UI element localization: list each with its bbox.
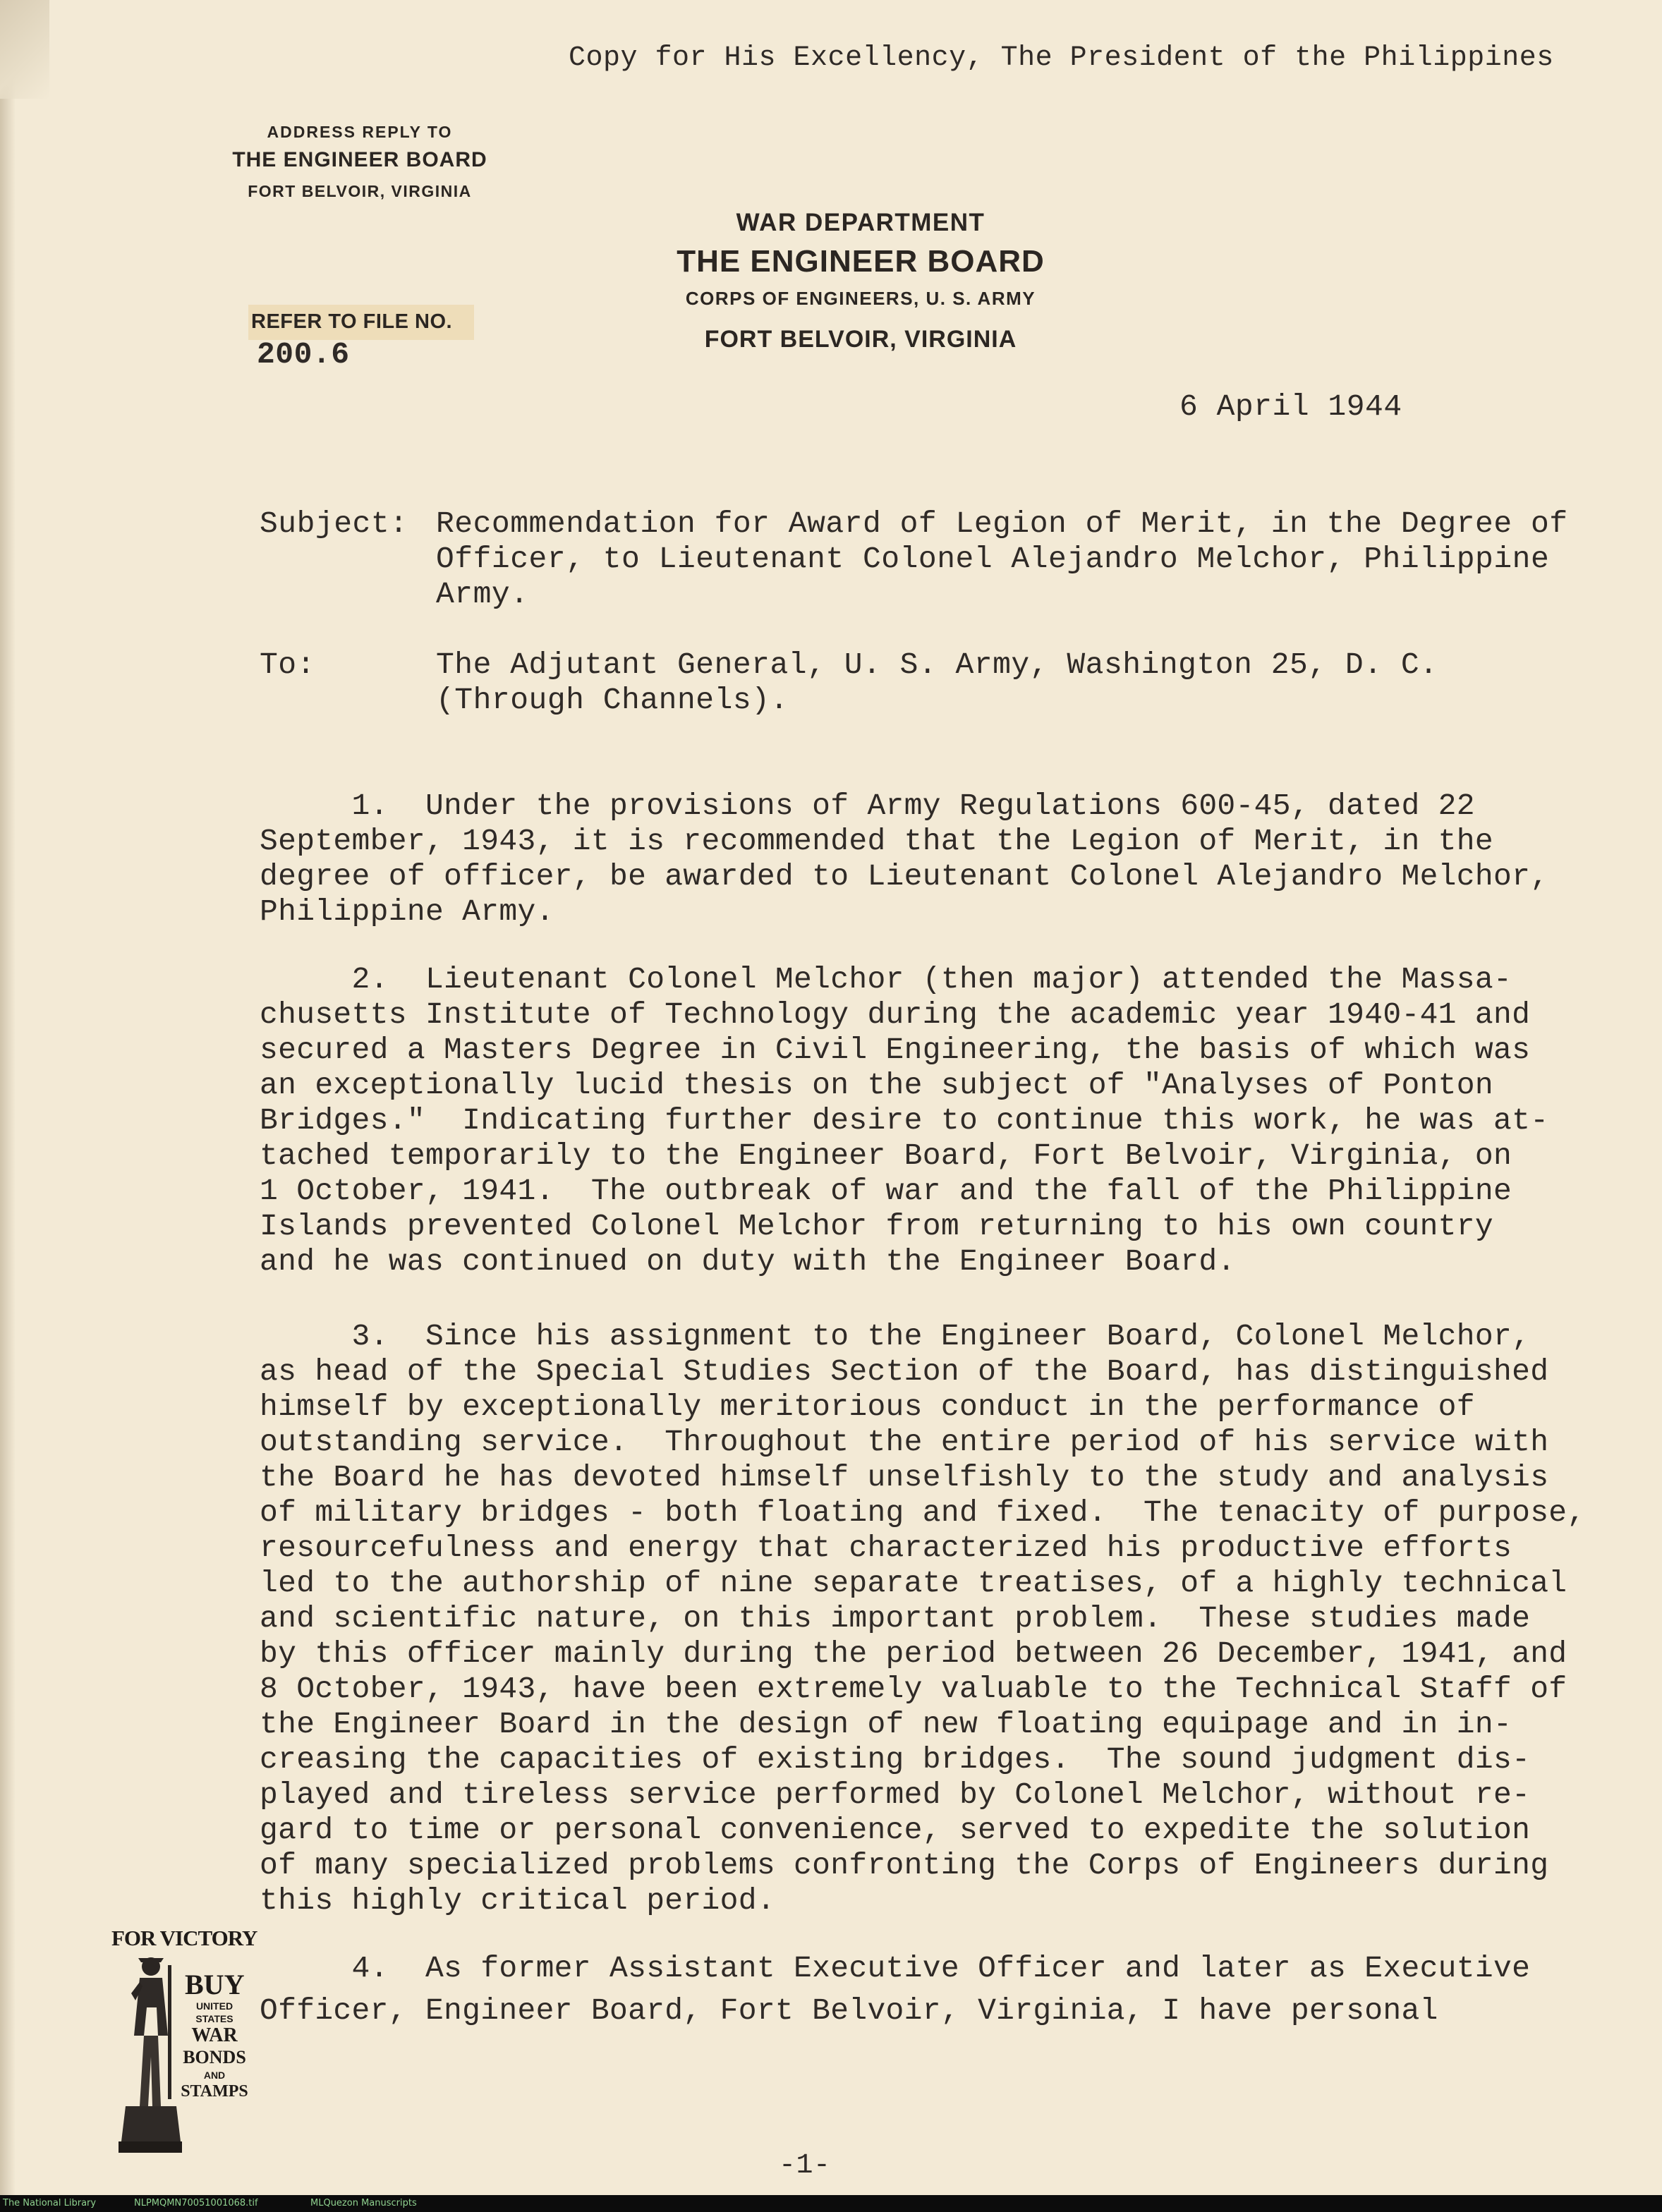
- paragraph-2-line: Bridges." Indicating further desire to continue this work, he was at-: [260, 1103, 1549, 1138]
- subject-line: Officer, to Lieutenant Colonel Alejandro Melchor, Philippine: [436, 542, 1550, 576]
- paragraph-2-line: chusetts Institute of Technology during the academic year 1940-41 and: [260, 997, 1531, 1032]
- paragraph-3-line: of many specialized problems confronting the Corps of Engineers during: [260, 1848, 1549, 1883]
- war-bonds-stamp: [106, 1926, 268, 2158]
- stamp-united: UNITED: [195, 2000, 233, 2012]
- letterhead-department: WAR DEPARTMENT: [736, 209, 985, 236]
- paragraph-2-line: Islands prevented Colonel Melchor from returning to his own country: [260, 1209, 1493, 1244]
- stamp-buy: BUY: [185, 1969, 245, 2000]
- paragraph-2-line: 1 October, 1941. The outbreak of war and the fall of the Philippine: [260, 1174, 1512, 1208]
- paragraph-3-line: resourcefulness and energy that characterized his productive efforts: [260, 1531, 1512, 1565]
- paragraph-2-line: and he was continued on duty with the Engineer Board.: [260, 1244, 1236, 1279]
- to-label: To:: [260, 648, 315, 682]
- paragraph-3-line: played and tireless service performed by Colonel Melchor, without re-: [260, 1778, 1531, 1812]
- paragraph-3-line: and scientific nature, on this important problem. These studies made: [260, 1601, 1531, 1636]
- paragraph-1-line: September, 1943, it is recommended that the Legion of Merit, in the: [260, 824, 1493, 858]
- stamp-for-victory: FOR VICTORY: [111, 1926, 257, 1950]
- letter-date: 6 April 1944: [1179, 389, 1402, 424]
- reply-block-line-2: THE ENGINEER BOARD: [232, 148, 487, 171]
- paragraph-3-line: by this officer mainly during the period between 26 December, 1941, and: [260, 1636, 1567, 1671]
- to-line: The Adjutant General, U. S. Army, Washington 25, D. C.: [436, 648, 1438, 682]
- letterhead-corps: CORPS OF ENGINEERS, U. S. ARMY: [685, 288, 1036, 309]
- subject-label: Subject:: [260, 506, 408, 541]
- paragraph-2-line: 2. Lieutenant Colonel Melchor (then major) attended the Massa-: [260, 962, 1512, 997]
- paragraph-1-line: Philippine Army.: [260, 894, 554, 929]
- paragraph-3-line: creasing the capacities of existing bridges. The sound judgment dis-: [260, 1742, 1531, 1777]
- paragraph-3-line: gard to time or personal convenience, served to expedite the solution: [260, 1813, 1531, 1847]
- paragraph-1-line: 1. Under the provisions of Army Regulations 600-45, dated 22: [260, 789, 1475, 823]
- paragraph-1-line: degree of officer, be awarded to Lieutenant Colonel Alejandro Melchor,: [260, 859, 1549, 894]
- footer-collection: MLQuezon Manuscripts: [310, 2198, 417, 2208]
- paragraph-3-line: 8 October, 1943, have been extremely valuable to the Technical Staff of: [260, 1672, 1567, 1706]
- letterhead-board: THE ENGINEER BOARD: [677, 244, 1045, 279]
- letterhead-location: FORT BELVOIR, VIRGINIA: [704, 326, 1017, 353]
- paragraph-2-line: secured a Masters Degree in Civil Engineering, the basis of which was: [260, 1033, 1531, 1067]
- stamp-states: STATES: [195, 2013, 233, 2024]
- stamp-bonds: BONDS: [183, 2047, 246, 2067]
- archive-footer-bar: [0, 2195, 1662, 2212]
- paragraph-3-line: of military bridges - both floating and fixed. The tenacity of purpose,: [260, 1495, 1586, 1530]
- file-ref-number: 200.6: [257, 337, 350, 372]
- paragraph-2-line: an exceptionally lucid thesis on the subject of "Analyses of Ponton: [260, 1068, 1493, 1102]
- reply-block-line-1: ADDRESS REPLY TO: [267, 123, 453, 141]
- paragraph-4-line: 4. As former Assistant Executive Officer and later as Executive: [260, 1951, 1531, 1986]
- paragraph-4-line: Officer, Engineer Board, Fort Belvoir, Virginia, I have personal: [260, 1993, 1438, 2028]
- paragraph-3-line: the Board he has devoted himself unselfishly to the study and analysis: [260, 1460, 1549, 1495]
- reply-block-line-3: FORT BELVOIR, VIRGINIA: [248, 182, 472, 200]
- paragraph-3-line: 3. Since his assignment to the Engineer Board, Colonel Melchor,: [260, 1319, 1531, 1354]
- subject-line: Recommendation for Award of Legion of Merit, in the Degree of: [436, 506, 1568, 541]
- paragraph-3-line: the Engineer Board in the design of new floating equipage and in in-: [260, 1707, 1512, 1742]
- subject-line: Army.: [436, 577, 529, 612]
- paragraph-3-line: led to the authorship of nine separate treatises, of a highly technical: [260, 1566, 1567, 1600]
- copy-note: Copy for His Excellency, The President of the Philippines: [569, 42, 1554, 74]
- stamp-and: AND: [203, 2070, 226, 2081]
- paragraph-3-line: outstanding service. Throughout the entire period of his service with: [260, 1425, 1549, 1459]
- minuteman-icon: [111, 1951, 185, 2156]
- paragraph-3-line: this highly critical period.: [260, 1883, 775, 1918]
- paper-corner-fold: [0, 0, 49, 99]
- page-number: -1-: [779, 2150, 831, 2182]
- paragraph-3-line: as head of the Special Studies Section of the Board, has distinguished: [260, 1354, 1549, 1389]
- paragraph-2-line: tached temporarily to the Engineer Board, Fort Belvoir, Virginia, on: [260, 1138, 1512, 1173]
- footer-filename: NLPMQMN70051001068.tif: [134, 2198, 258, 2208]
- file-ref-label: REFER TO FILE NO.: [251, 310, 453, 333]
- paper-edge-shadow: [0, 0, 16, 2212]
- footer-library: The National Library: [3, 2198, 97, 2208]
- to-line: (Through Channels).: [436, 683, 789, 717]
- paragraph-3-line: himself by exceptionally meritorious conduct in the performance of: [260, 1390, 1475, 1424]
- stamp-war: WAR: [191, 2024, 238, 2046]
- stamp-stamps: STAMPS: [181, 2082, 248, 2101]
